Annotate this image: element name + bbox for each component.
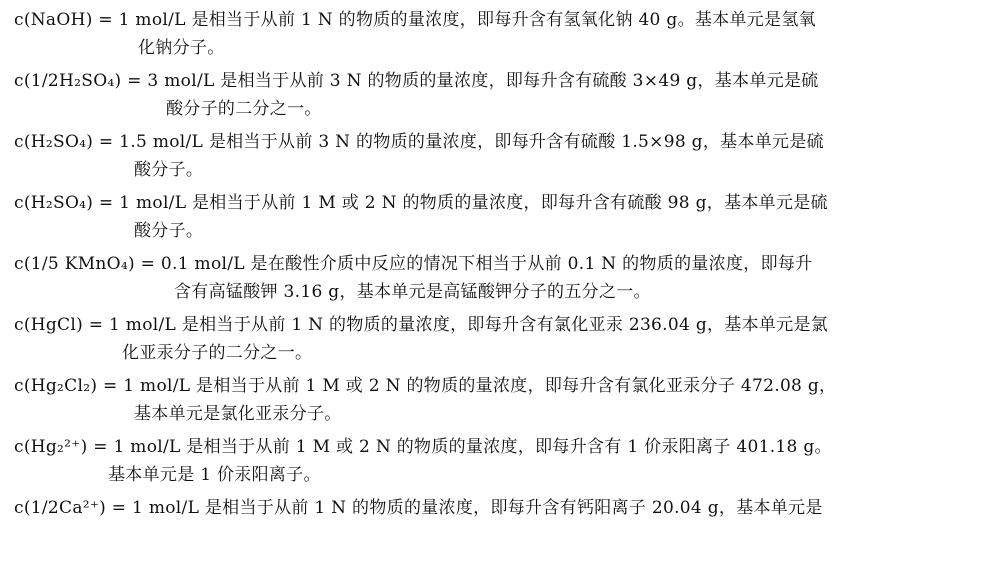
entry-line-1: c(1/2Ca²⁺) = 1 mol/L 是相当于从前 1 N 的物质的量浓度，即每升含有钙阳离子 20.04 g，基本单元是 — [14, 498, 823, 518]
entry-line-2: 化亚汞分子的二分之一。 — [122, 343, 313, 363]
entry-line-1: c(Hg₂²⁺) = 1 mol/L 是相当于从前 1 M 或 2 N 的物质的量浓度，即每升含有 1 价汞阳离子 401.18 g。 — [14, 437, 832, 457]
concentration-entry-hgcl — [14, 311, 994, 367]
concentration-entry-kmno4 — [14, 250, 994, 306]
entry-line-1: c(H₂SO₄) = 1 mol/L 是相当于从前 1 M 或 2 N 的物质的量浓度，即每升含有硫酸 98 g，基本单元是硫 — [14, 193, 828, 213]
entry-line-2: 酸分子。 — [134, 160, 204, 180]
entry-line-1: c(NaOH) = 1 mol/L 是相当于从前 1 N 的物质的量浓度，即每升含有氢氧化钠 40 g。基本单元是氢氧 — [14, 10, 816, 30]
entry-line-2: 酸分子。 — [134, 221, 204, 241]
concentration-entry-half-ca-ion — [14, 494, 994, 522]
concentration-entry-hg2-ion — [14, 433, 994, 489]
concentration-entry-h2so4-1-5 — [14, 128, 994, 184]
entry-line-1: c(1/2H₂SO₄) = 3 mol/L 是相当于从前 3 N 的物质的量浓度，即每升含有硫酸 3×49 g，基本单元是硫 — [14, 71, 819, 91]
entry-line-2: 化钠分子。 — [138, 38, 225, 58]
entry-line-2: 基本单元是 1 价汞阳离子。 — [108, 465, 321, 485]
entry-line-2: 基本单元是氯化亚汞分子。 — [134, 404, 342, 424]
entry-line-1: c(HgCl) = 1 mol/L 是相当于从前 1 N 的物质的量浓度，即每升含有氯化亚汞 236.04 g，基本单元是氯 — [14, 315, 829, 335]
concentration-entry-hg2cl2 — [14, 372, 994, 428]
entry-line-1: c(Hg₂Cl₂) = 1 mol/L 是相当于从前 1 M 或 2 N 的物质的量浓度，即每升含有氯化亚汞分子 472.08 g， — [14, 376, 837, 396]
concentration-entry-h2so4-1 — [14, 189, 994, 245]
entry-line-1: c(H₂SO₄) = 1.5 mol/L 是相当于从前 3 N 的物质的量浓度，即每升含有硫酸 1.5×98 g，基本单元是硫 — [14, 132, 824, 152]
entry-line-1: c(1/5 KMnO₄) = 0.1 mol/L 是在酸性介质中反应的情况下相当于从前 0.1 N 的物质的量浓度，即每升 — [14, 254, 813, 274]
concentration-entry-naoh — [14, 6, 994, 62]
concentration-entry-half-h2so4 — [14, 67, 994, 123]
entry-line-2: 含有高锰酸钾 3.16 g，基本单元是高锰酸钾分子的五分之一。 — [174, 282, 651, 302]
entry-line-2: 酸分子的二分之一。 — [166, 99, 322, 119]
